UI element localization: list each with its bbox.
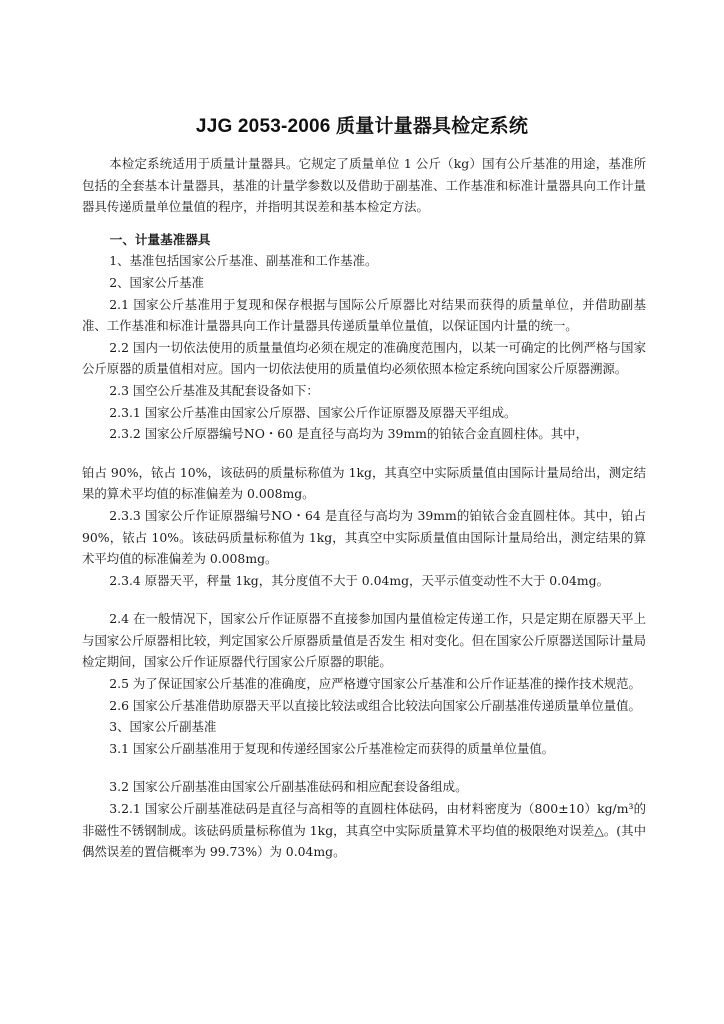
clause-2-3-2-continued: 铂占 90%，铱占 10%，该砝码的质量标称值为 1kg，其真空中实际质量值由国际计量局给出，测定结果的算术平均值的标准偏差为 0.008mg。: [82, 464, 646, 502]
intro-paragraph: 本检定系统适用于质量计量器具。它规定了质量单位 1 公斤（kg）国有公斤基准的用途，基准所包括的全套基本计量器具，基准的计量学参数以及借助于副基准、工作基准和标准计量器具向工作计量器具传递质量单位量值的程序，并指明其误差和基本检定方法。: [82, 156, 646, 215]
clause-3: 3、国家公斤副基准: [109, 719, 217, 735]
clause-1: 1、基准包括国家公斤基准、副基准和工作基准。: [109, 253, 378, 269]
clause-3-2: 3.2 国家公斤副基准由国家公斤副基准砝码和相应配套设备组成。: [109, 779, 468, 795]
clause-3-1: 3.1 国家公斤副基准用于复现和传递经国家公斤基准检定而获得的质量单位量值。: [109, 740, 555, 756]
clause-2-1: 2.1 国家公斤基准用于复现和保存根据与国际公斤原器比对结果而获得的质量单位，并借助副基准、工作基准和标准计量器具向工作计量器具传递质量单位量值，以保证国内计量的统一。: [82, 296, 646, 334]
document-title: JJG 2053-2006 质量计量器具检定系统: [195, 116, 529, 137]
clause-3-2-1: 3.2.1 国家公斤副基准砝码是直径与高相等的直圆柱体砝码，由材料密度为（800±10）kg/m³的非磁性不锈钢制成。该砝码质量标称值为 1kg，其真空中实际质量算术平均值的极限绝对误差△。(其中偶然误差的置信概率为 99.73%）为 0.04mg。: [82, 801, 646, 860]
clause-2-3-4: 2.3.4 原器天平，秤量 1kg，其分度值不大于 0.04mg，天平示值变动性不大于 0.04mg。: [109, 572, 609, 588]
clause-2-6: 2.6 国家公斤基准借助原器天平以直接比较法或组合比较法向国家公斤副基准传递质量单位量值。: [109, 697, 641, 713]
clause-2: 2、国家公斤基准: [109, 274, 204, 290]
clause-2-3-2-line1: 2.3.2 国家公斤原器编号NO・60 是直径与高均为 39mm的铂铱合金直圆柱体。其中，: [109, 426, 588, 442]
clause-2-3-1: 2.3.1 国家公斤基准由国家公斤原器、国家公斤作证原器及原器天平组成。: [109, 404, 517, 420]
clause-2-3: 2.3 国空公斤基准及其配套设备如下：: [109, 382, 319, 398]
clause-2-5: 2.5 为了保证国家公斤基准的准确度，应严格遵守国家公斤基准和公斤作证基准的操作技术规范。: [109, 676, 641, 692]
section-heading-1: 一、计量基准器具: [109, 231, 211, 247]
clause-2-3-3: 2.3.3 国家公斤作证原器编号NO・64 是直径与高均为 39mm的铂铱合金直圆柱体。其中，铂占 90%，铱占 10%。该砝码质量标称值为 1kg，其真空中实际质量值由国际计量局给出，测定结果的算术平均值的标准偏差为 0.008mg。: [82, 507, 646, 567]
document-body: [82, 153, 646, 863]
clause-2-4: 2.4 在一般情况下，国家公斤作证原器不直接参加国内量值检定传递工作，只是定期在原器天平上与国家公斤原器相比较，判定国家公斤原器质量值是否发生 相对变化。但在国家公斤原器送国际计量局检定期间，国家公斤作证原器代行国家公斤原器的职能。: [82, 611, 646, 670]
clause-2-2: 2.2 国内一切依法使用的质量量值均必须在规定的准确度范围内，以某一可确定的比例严格与国家公斤原器的质量值相对应。国内一切依法使用的质量值均必须依照本检定系统向国家公斤原器溯源。: [82, 339, 646, 377]
